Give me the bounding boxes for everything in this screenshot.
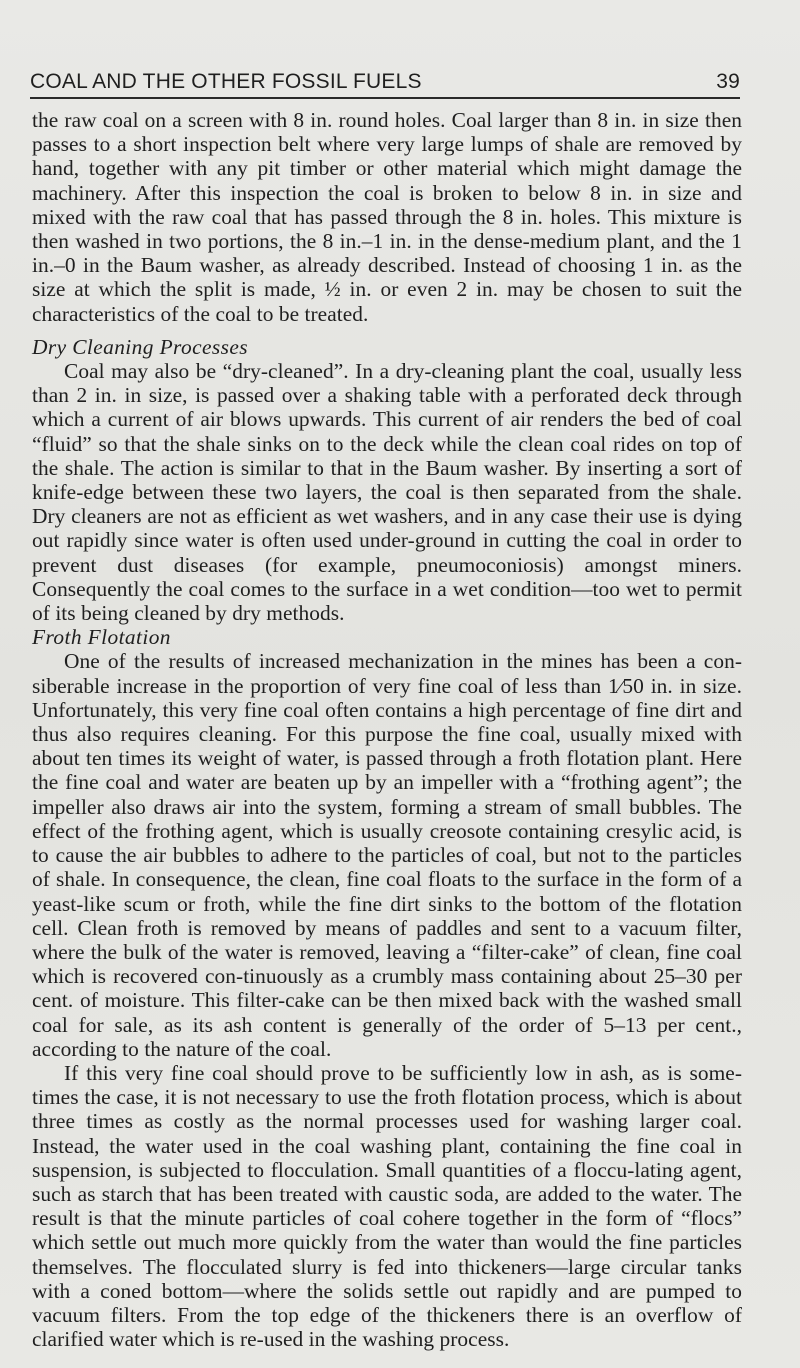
body-text xyxy=(32,108,742,1351)
section-spacer xyxy=(32,326,742,335)
running-title: COAL AND THE OTHER FOSSIL FUELS xyxy=(30,70,422,93)
paragraph-dry-cleaning: Coal may also be “dry-cleaned”. In a dry-cleaning plant the coal, usually less than 2 in. in size, is passed over a shaking table with a perforated deck through which a current of air blows upwards. This current of air renders the bed of coal “fluid” so that the shale sinks on to the deck while the clean coal rides on top of the shale. The action is similar to that in the Baum washer. By inserting a sort of knife-edge between these two layers, the coal is then separated from the shale. Dry cleaners are not as efficient as wet washers, and in any case their use is dying out rapidly since water is often used under-ground in cutting the coal in order to prevent dust diseases (for example, pneumoconiosis) amongst miners. Consequently the coal comes to the surface in a wet condition—too wet to permit of its being cleaned by dry methods. xyxy=(32,359,742,626)
heading-froth-flotation: Froth Flotation xyxy=(32,625,171,650)
page-number: 39 xyxy=(716,70,740,93)
paragraph-continued: the raw coal on a screen with 8 in. round holes. Coal larger than 8 in. in size then passes to a short inspection belt where very large lumps of shale are removed by hand, together with any pit timber or other material which might damage the machinery. After this inspection the coal is broken to below 8 in. in size and mixed with the raw coal that has passed through the 8 in. holes. This mixture is then washed in two portions, the 8 in.–1 in. in the dense-medium plant, and the 1 in.–0 in the Baum washer, as already described. Instead of choosing 1 in. as the size at which the split is made, ½ in. or even 2 in. may be chosen to suit the characteristics of the coal to be treated. xyxy=(32,108,742,326)
heading-dry-cleaning: Dry Cleaning Processes xyxy=(32,334,248,359)
header-rule xyxy=(30,97,740,99)
running-header xyxy=(30,70,740,94)
paragraph-flocculation: If this very fine coal should prove to be sufficiently low in ash, as is some-times the case, it is not necessary to use the froth flotation process, which is about three times as costly as the normal processes used for washing larger coal. Instead, the water used in the coal washing plant, containing the fine coal in suspension, is subjected to flocculation. Small quantities of a floccu-lating agent, such as starch that has been treated with caustic soda, are added to the water. The result is that the minute particles of coal cohere together in the form of “flocs” which settle out much more quickly from the water than would the fine particles themselves. The flocculated slurry is fed into thickeners—large circular tanks with a coned bottom—where the solids settle out rapidly and are pumped to vacuum filters. From the top edge of the thickeners there is an overflow of clarified water which is re-used in the washing process. xyxy=(32,1060,742,1352)
paragraph-froth-flotation: One of the results of increased mechanization in the mines has been a con-siberable increase in the proportion of very fine coal of less than 1⁄50 in. in size. Unfortunately, this very fine coal often contains a high percentage of fine dirt and thus also requires cleaning. For this purpose the fine coal, usually mixed with about ten times its weight of water, is passed through a froth flotation plant. Here the fine coal and water are beaten up by an impeller with a “frothing agent”; the impeller also draws air into the system, forming a stream of small bubbles. The effect of the frothing agent, which is usually creosote containing cresylic acid, is to cause the air bubbles to adhere to the particles of coal, but not to the particles of shale. In consequence, the clean, fine coal floats to the surface in the form of a yeast-like scum or froth, while the fine dirt sinks to the bottom of the flotation cell. Clean froth is removed by means of paddles and sent to a vacuum filter, where the bulk of the water is removed, leaving a “filter-cake” of clean, fine coal which is recovered con-tinuously as a crumbly mass containing about 25–30 per cent. of moisture. This filter-cake can be then mixed back with the washed small coal for sale, as its ash content is generally of the order of 5–13 per cent., according to the nature of the coal. xyxy=(32,649,742,1061)
